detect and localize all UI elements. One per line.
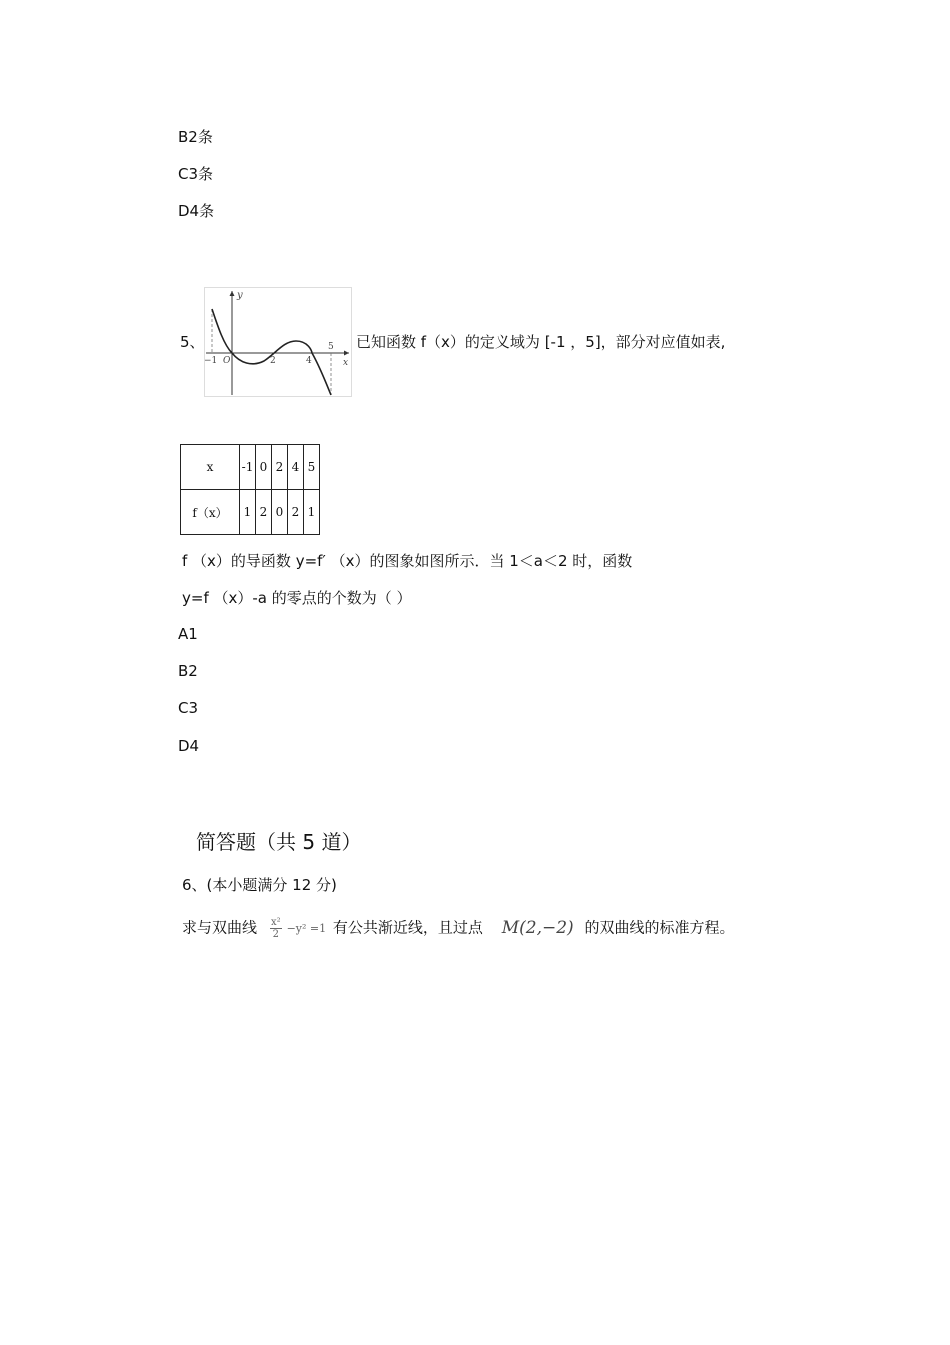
table-cell: -1 [240,445,256,490]
table-cell: 2 [272,445,288,490]
formula-denominator: 2 [272,928,279,940]
question-6-text-after: 的双曲线的标准方程。 [584,918,735,937]
question-6-text-mid: 有公共渐近线，且过点 [332,918,483,937]
formula-fraction [270,917,282,940]
point-m: M(2,−2) [501,917,574,938]
origin-label: O [223,356,231,366]
question-6-text-before: 求与双曲线 [182,918,258,937]
table-cell: 5 [304,445,320,490]
question-5-line-2: f （x）的导函数 y=f′ （x）的图象如图所示．当 1＜a＜2 时，函数 [182,552,633,570]
table-cell: 2 [288,490,304,535]
option-d-prev: D4条 [178,202,215,220]
table-cell: 1 [304,490,320,535]
y-label: y [237,290,243,301]
tick-label-2: 2 [270,356,276,366]
tick-label-5: 5 [328,342,334,352]
option-b: B2 [178,662,198,680]
hyperbola-formula [270,910,326,946]
section-title: 简答题（共 5 道） [196,830,362,854]
option-b-prev: B2条 [178,128,213,146]
x-axis-arrow [344,351,349,356]
option-c-prev: C3条 [178,165,214,183]
table-cell: 2 [256,490,272,535]
table-cell: f（x） [181,490,240,535]
derivative-graph [204,287,352,397]
table-cell: 1 [240,490,256,535]
formula-rest: −y² =1 [286,922,327,935]
formula-numerator: x² [270,916,281,928]
question-6-header: 6、(本小题满分 12 分) [182,876,337,894]
tick-label-4: 4 [306,356,312,366]
question-6-text [182,910,734,944]
question-5-line-3: y=f （x）-a 的零点的个数为（ ） [182,589,412,607]
table-cell: x [181,445,240,490]
table-row-fx [181,490,320,535]
question-5-number: 5、 [180,333,205,351]
option-d: D4 [178,737,200,755]
option-c: C3 [178,699,199,717]
y-axis-arrow [230,291,235,296]
table-cell: 4 [288,445,304,490]
derivative-curve [212,309,331,395]
option-a: A1 [178,625,198,643]
value-table [180,444,320,535]
table-row-x [181,445,320,490]
tick-label-minus1: −1 [204,356,218,366]
x-label: x [343,358,349,368]
question-5-text: 已知函数 f（x）的定义域为 [-1 ，5]，部分对应值如表, [356,333,726,351]
table-cell: 0 [272,490,288,535]
table-cell: 0 [256,445,272,490]
